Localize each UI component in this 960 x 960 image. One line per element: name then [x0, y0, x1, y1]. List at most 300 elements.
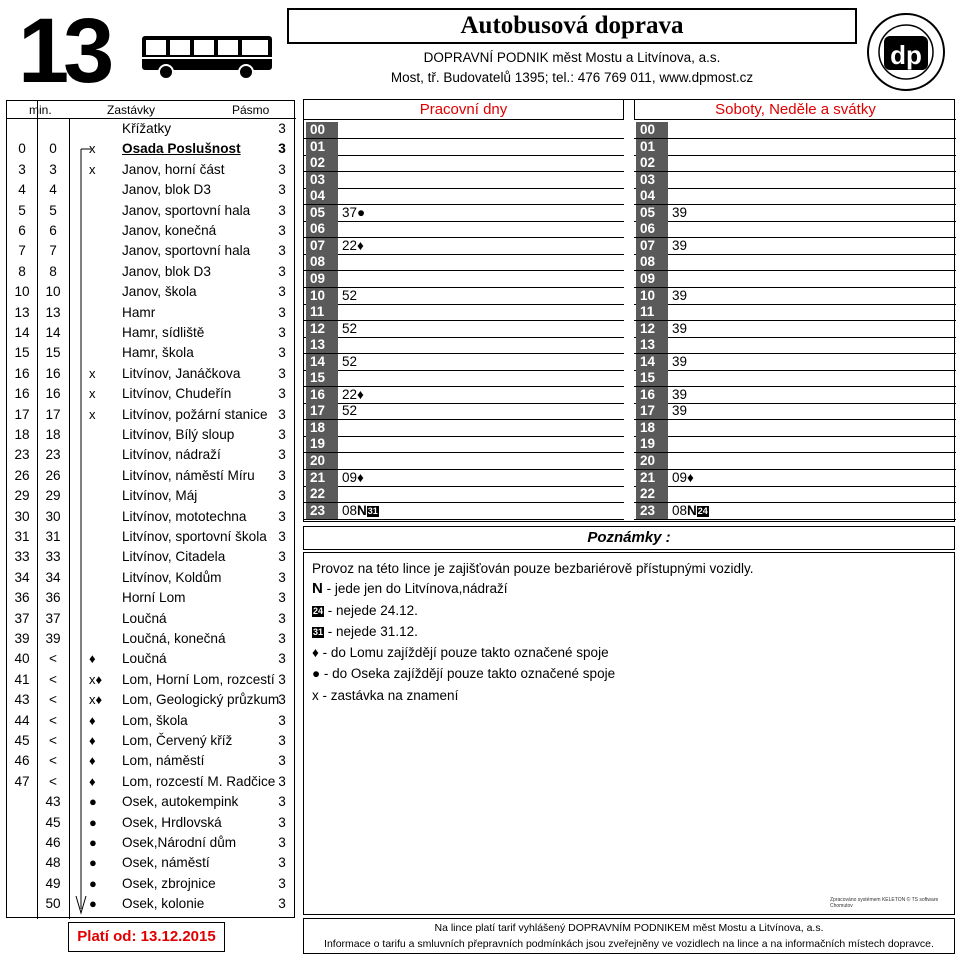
- minute-workdays: 7: [18, 243, 26, 259]
- stop-name: Litvínov, nádraží: [122, 447, 221, 463]
- notes-panel: [303, 552, 955, 915]
- stops-column-header: Zastávky: [107, 103, 156, 117]
- minute-alt: 10: [45, 284, 61, 300]
- validity-date: Platí od: 13.12.2015: [68, 922, 225, 952]
- stop-marker: ♦: [89, 651, 96, 667]
- workdays-departures: 22♦: [342, 237, 364, 253]
- weekend-header: Soboty, Neděle a svátky: [634, 100, 956, 120]
- stop-zone: 3: [278, 202, 286, 218]
- stop-name: Hamr: [122, 304, 156, 320]
- stop-zone: 3: [278, 814, 286, 830]
- stop-name: Litvínov, Koldům: [122, 569, 222, 585]
- hour-cell: 13: [636, 337, 668, 353]
- minute-workdays: 31: [14, 529, 30, 544]
- stop-name: Janov, blok D3: [122, 182, 211, 198]
- stops-panel: [6, 100, 295, 918]
- stop-row: [7, 670, 296, 690]
- stop-zone: 3: [278, 549, 286, 565]
- hour-cell: 04: [306, 188, 338, 204]
- stop-marker: ●: [89, 814, 97, 830]
- stop-name: Horní Lom: [122, 590, 186, 606]
- stop-zone: 3: [278, 610, 286, 626]
- stop-row: [7, 629, 296, 649]
- stop-name: Janov, škola: [122, 284, 197, 300]
- stop-marker: ♦: [89, 733, 96, 748]
- stop-row: [7, 813, 296, 833]
- stop-zone: 3: [278, 121, 286, 136]
- hour-cell: 22: [306, 486, 338, 502]
- stop-name: Litvínov, Bílý sloup: [122, 427, 235, 442]
- n-symbol: N: [312, 580, 323, 597]
- stop-name: Lom, Geologický průzkum: [122, 692, 280, 708]
- minute-alt: 43: [45, 794, 61, 810]
- stop-zone: 3: [278, 671, 286, 687]
- stop-row: [7, 894, 296, 914]
- stop-zone: 3: [278, 325, 286, 340]
- hour-cell: 19: [636, 436, 668, 452]
- stop-row: [7, 303, 296, 323]
- workdays-departures: 52: [342, 287, 358, 303]
- stop-row: [7, 119, 296, 139]
- stop-row: [7, 486, 296, 506]
- stop-row: [7, 547, 296, 567]
- minute-alt: 45: [45, 814, 61, 830]
- stop-name: Janov, konečná: [122, 223, 217, 238]
- stop-marker: ♦: [89, 773, 96, 789]
- minute-alt: 50: [45, 896, 61, 912]
- stop-row: [7, 833, 296, 853]
- workdays-departures: 08N31: [342, 502, 378, 518]
- stop-row: [7, 792, 296, 812]
- route-number: 13: [18, 0, 109, 102]
- footer: [303, 918, 955, 954]
- stop-row: [7, 751, 296, 771]
- footer-tariff-line: Na lince platí tarif vyhlášený DOPRAVNÍM PODNIKEM měst Mostu a Litvínova, a.s.: [434, 922, 824, 934]
- stop-zone: 3: [278, 284, 286, 300]
- minute-alt: <: [49, 773, 57, 789]
- hour-cell: 08: [306, 254, 338, 270]
- stop-row: [7, 180, 296, 200]
- page-title: Autobusová doprava: [287, 8, 857, 44]
- stop-row: [7, 874, 296, 894]
- stop-marker: x: [89, 365, 96, 381]
- workdays-departures: 52: [342, 353, 358, 369]
- minute-workdays: 33: [14, 549, 30, 565]
- stop-name: Loučná, konečná: [122, 631, 226, 646]
- minute-workdays: 43: [14, 692, 30, 708]
- minute-workdays: 17: [14, 406, 30, 422]
- minute-workdays: 5: [18, 202, 26, 218]
- stop-zone: 3: [278, 427, 286, 442]
- stop-zone: 3: [278, 896, 286, 912]
- stop-name: Janov, horní část: [122, 161, 225, 177]
- stop-row: [7, 343, 296, 363]
- stop-row: [7, 445, 296, 465]
- hour-cell: 23: [636, 503, 668, 519]
- hour-cell: 05: [306, 205, 338, 221]
- stops-header: [7, 101, 296, 119]
- note-text: - jede jen do Litvínova,nádraží: [322, 581, 508, 596]
- stop-marker: ●: [89, 835, 97, 850]
- minute-alt: 29: [45, 488, 61, 504]
- stop-marker: ●: [89, 794, 97, 810]
- hour-cell: 03: [636, 172, 668, 188]
- stop-name: Janov, sportovní hala: [122, 243, 251, 259]
- hour-cell: 11: [306, 304, 338, 320]
- weekend-departures: 39: [672, 403, 688, 419]
- minute-workdays: 23: [14, 447, 30, 463]
- workdays-departures: 09♦: [342, 469, 364, 485]
- stop-name: Osek,Národní dům: [122, 835, 237, 850]
- stop-name: Loučná: [122, 651, 167, 667]
- minute-workdays: 34: [14, 569, 30, 585]
- stop-zone: 3: [278, 773, 286, 789]
- stop-zone: 3: [278, 875, 286, 891]
- minute-workdays: 36: [14, 590, 30, 606]
- minute-alt: 18: [45, 427, 61, 442]
- logo-letters: dp: [890, 40, 922, 70]
- hour-cell: 03: [306, 172, 338, 188]
- stop-zone: 3: [278, 835, 286, 850]
- stop-zone: 3: [278, 223, 286, 238]
- stop-zone: 3: [278, 692, 286, 708]
- stop-marker: x: [89, 406, 96, 422]
- stop-name: Osek, kolonie: [122, 896, 205, 912]
- minute-alt: 49: [45, 875, 61, 891]
- hour-cell: 12: [306, 321, 338, 337]
- minute-alt: 8: [49, 263, 57, 279]
- hour-cell: 00: [636, 122, 668, 138]
- stop-zone: 3: [278, 508, 286, 524]
- minute-alt: 6: [49, 223, 57, 238]
- stop-marker: ♦: [89, 712, 96, 728]
- minute-workdays: 45: [14, 733, 30, 748]
- minute-alt: <: [49, 692, 57, 708]
- stop-name: Litvínov, náměstí Míru: [122, 467, 255, 483]
- stop-zone: 3: [278, 447, 286, 463]
- stop-marker: ●: [89, 875, 97, 891]
- hour-cell: 22: [636, 486, 668, 502]
- minute-workdays: 18: [14, 427, 30, 442]
- weekend-departures: 39: [672, 204, 688, 220]
- stop-row: [7, 364, 296, 384]
- stop-zone: 3: [278, 243, 286, 259]
- minute-alt: <: [49, 671, 57, 687]
- stop-row: [7, 568, 296, 588]
- minute-alt: 30: [45, 508, 61, 524]
- minute-workdays: 13: [14, 304, 30, 320]
- notes-title: Poznámky :: [303, 526, 955, 550]
- stop-row: [7, 609, 296, 629]
- minute-workdays: 16: [14, 365, 30, 381]
- minute-alt: 17: [45, 406, 61, 422]
- company-address: Most, tř. Budovatelů 1395; tel.: 476 769 011, www.dpmost.cz: [390, 70, 754, 85]
- stop-name: Loučná: [122, 610, 167, 626]
- minute-workdays: 39: [14, 631, 30, 646]
- hour-cell: 20: [636, 453, 668, 469]
- weekend-departures: 39: [672, 237, 688, 253]
- stop-name: Litvínov, Janáčkova: [122, 365, 241, 381]
- stop-row: [7, 772, 296, 792]
- weekend-departures: 39: [672, 320, 688, 336]
- stop-name: Osada Poslušnost: [122, 141, 241, 157]
- stop-name: Osek, náměstí: [122, 855, 210, 871]
- minute-alt: 37: [45, 610, 61, 626]
- stop-name: Hamr, sídliště: [122, 325, 205, 340]
- stop-marker: x♦: [89, 692, 103, 708]
- minute-workdays: 15: [14, 345, 30, 361]
- stop-row: [7, 588, 296, 608]
- stop-marker: x: [89, 386, 96, 402]
- minute-alt: <: [49, 712, 57, 728]
- minute-alt: 3: [49, 161, 57, 177]
- weekend-departures: 39: [672, 287, 688, 303]
- hour-cell: 21: [636, 470, 668, 486]
- hour-cell: 17: [306, 403, 338, 419]
- note-item: [312, 603, 418, 618]
- minute-workdays: 40: [14, 651, 30, 667]
- minute-alt: <: [49, 733, 57, 748]
- minute-alt: 14: [45, 325, 61, 340]
- stop-row: [7, 160, 296, 180]
- stop-name: Litvínov, Máj: [122, 488, 198, 504]
- stop-name: Janov, blok D3: [122, 263, 211, 279]
- minute-workdays: 46: [14, 753, 30, 769]
- stop-name: Křížatky: [122, 121, 172, 136]
- stop-name: Janov, sportovní hala: [122, 202, 251, 218]
- hour-cell: 15: [636, 370, 668, 386]
- stop-name: Litvínov, sportovní škola: [122, 529, 267, 544]
- minute-workdays: 3: [18, 161, 26, 177]
- hour-cell: 17: [636, 403, 668, 419]
- stop-name: Lom, Horní Lom, rozcestí: [122, 671, 275, 687]
- stop-name: Osek, autokempink: [122, 794, 239, 810]
- stop-row: [7, 466, 296, 486]
- minute-workdays: 41: [14, 671, 30, 687]
- timetable-panel: [303, 99, 955, 522]
- workdays-header: Pracovní dny: [304, 100, 624, 120]
- minute-workdays: 10: [14, 284, 30, 300]
- hour-cell: 12: [636, 321, 668, 337]
- hour-cell: 07: [306, 238, 338, 254]
- stop-row: [7, 323, 296, 343]
- minute-workdays: 29: [14, 488, 30, 504]
- workdays-departures: 52: [342, 320, 358, 336]
- hour-cell: 01: [306, 139, 338, 155]
- minute-alt: 16: [45, 386, 61, 402]
- stop-row: [7, 731, 296, 751]
- stop-zone: 3: [278, 141, 286, 157]
- hour-cell: 02: [636, 155, 668, 171]
- minute-workdays: 16: [14, 386, 30, 402]
- note-text: - nejede 24.12.: [324, 603, 418, 618]
- minute-workdays: 6: [18, 223, 26, 238]
- note-item: Provoz na této lince je zajišťován pouze bezbariérově přístupnými vozidly.: [312, 561, 754, 576]
- stop-row: [7, 241, 296, 261]
- stop-row: [7, 690, 296, 710]
- stop-marker: x: [89, 141, 96, 157]
- minute-alt: 0: [49, 141, 57, 157]
- workdays-departures: 22♦: [342, 386, 364, 402]
- hour-cell: 16: [306, 387, 338, 403]
- hour-cell: 06: [306, 221, 338, 237]
- bus-icon: [140, 30, 275, 80]
- stop-name: Osek, Hrdlovská: [122, 814, 222, 830]
- workdays-departures: 52: [342, 403, 358, 419]
- minute-alt: 36: [45, 590, 61, 606]
- minute-alt: 46: [45, 835, 61, 850]
- minute-alt: 31: [45, 529, 61, 544]
- weekend-departures: 39: [672, 386, 688, 402]
- minute-alt: 16: [45, 365, 61, 381]
- stop-zone: 3: [278, 263, 286, 279]
- stop-marker: x: [89, 161, 96, 177]
- hour-cell: 23: [306, 503, 338, 519]
- hour-cell: 09: [306, 271, 338, 287]
- software-note: Zpracováno systémem KELETON © TS software Chomutov: [830, 897, 939, 909]
- hour-cell: 18: [306, 420, 338, 436]
- stop-zone: 3: [278, 406, 286, 422]
- stop-row: [7, 405, 296, 425]
- stop-row: [7, 139, 296, 159]
- minute-workdays: 14: [14, 325, 30, 340]
- hour-cell: 01: [636, 139, 668, 155]
- stop-marker: ●: [89, 855, 97, 871]
- minute-alt: 34: [45, 569, 61, 585]
- hour-cell: 20: [306, 453, 338, 469]
- minute-alt: 13: [45, 304, 61, 320]
- 24-symbol: 24: [313, 606, 324, 616]
- stop-marker: x♦: [89, 671, 103, 687]
- stop-name: Lom, Červený kříž: [122, 733, 233, 748]
- hour-cell: 06: [636, 221, 668, 237]
- minute-workdays: 44: [14, 712, 30, 728]
- minute-workdays: 26: [14, 467, 30, 483]
- hour-cell: 04: [636, 188, 668, 204]
- minute-alt: 26: [45, 467, 61, 483]
- stop-zone: 3: [278, 529, 286, 544]
- stop-name: Osek, zbrojnice: [122, 875, 216, 891]
- minute-alt: 23: [45, 447, 61, 463]
- stop-row: [7, 527, 296, 547]
- hour-cell: 21: [306, 470, 338, 486]
- hour-cell: 18: [636, 420, 668, 436]
- hour-cell: 16: [636, 387, 668, 403]
- minute-alt: <: [49, 753, 57, 769]
- minute-workdays: 0: [18, 141, 26, 157]
- stop-zone: 3: [278, 569, 286, 585]
- hour-cell: 07: [636, 238, 668, 254]
- stop-row: [7, 853, 296, 873]
- workdays-departures: 37●: [342, 204, 366, 220]
- stop-zone: 3: [278, 345, 286, 361]
- stop-name: Litvínov, Chudeřín: [122, 386, 232, 402]
- stop-name: Litvínov, požární stanice: [122, 406, 268, 422]
- stop-row: [7, 507, 296, 527]
- hour-cell: 14: [636, 354, 668, 370]
- note-item: x - zastávka na znamení: [312, 688, 459, 703]
- stop-row: [7, 262, 296, 282]
- weekend-departures: 08N24: [672, 502, 708, 518]
- stop-zone: 3: [278, 794, 286, 810]
- weekend-departures: 09♦: [672, 469, 694, 485]
- stop-row: [7, 282, 296, 302]
- stop-name: Lom, rozcestí M. Radčice: [122, 773, 276, 789]
- minute-workdays: 4: [18, 182, 26, 198]
- hour-cell: 11: [636, 304, 668, 320]
- stop-zone: 3: [278, 161, 286, 177]
- stop-name: Lom, náměstí: [122, 753, 205, 769]
- stop-zone: 3: [278, 467, 286, 483]
- stop-row: [7, 384, 296, 404]
- min-header: min.: [29, 103, 52, 117]
- stop-zone: 3: [278, 631, 286, 646]
- hour-cell: 15: [306, 370, 338, 386]
- stop-row: [7, 649, 296, 669]
- stop-row: [7, 711, 296, 731]
- stop-name: Litvínov, Citadela: [122, 549, 226, 565]
- minute-alt: 4: [49, 182, 57, 198]
- stop-name: Lom, škola: [122, 712, 188, 728]
- stop-row: [7, 425, 296, 445]
- stop-zone: 3: [278, 304, 286, 320]
- minute-alt: 33: [45, 549, 61, 565]
- weekend-departures: 39: [672, 353, 688, 369]
- hour-cell: 08: [636, 254, 668, 270]
- stop-zone: 3: [278, 386, 286, 402]
- note-item: [312, 580, 507, 597]
- stop-marker: ♦: [89, 753, 96, 769]
- hour-cell: 13: [306, 337, 338, 353]
- hour-cell: 02: [306, 155, 338, 171]
- hour-cell: 05: [636, 205, 668, 221]
- 31-symbol: 31: [313, 627, 324, 637]
- hour-cell: 14: [306, 354, 338, 370]
- company-logo: [866, 12, 946, 92]
- hour-cell: 19: [306, 436, 338, 452]
- stop-row: [7, 221, 296, 241]
- hour-cell: 10: [306, 288, 338, 304]
- stop-zone: 3: [278, 651, 286, 667]
- stop-zone: 3: [278, 488, 286, 504]
- note-text: - nejede 31.12.: [324, 624, 418, 639]
- minute-alt: 5: [49, 202, 57, 218]
- hour-cell: 00: [306, 122, 338, 138]
- minute-workdays: 47: [14, 773, 30, 789]
- note-item: ♦ - do Lomu zajíždějí pouze takto označené spoje: [312, 645, 609, 660]
- zone-column-header: Pásmo: [232, 103, 270, 117]
- minute-workdays: 37: [14, 610, 30, 626]
- hour-cell: 09: [636, 271, 668, 287]
- note-item: ● - do Oseka zajíždějí pouze takto označené spoje: [312, 666, 616, 681]
- minute-alt: <: [49, 651, 57, 667]
- minute-alt: 15: [45, 345, 61, 361]
- company-name: DOPRAVNÍ PODNIK měst Mostu a Litvínova, a.s.: [423, 50, 721, 65]
- stop-zone: 3: [278, 182, 286, 198]
- stop-name: Litvínov, mototechna: [122, 508, 247, 524]
- note-item: [312, 624, 418, 639]
- hour-cell: 10: [636, 288, 668, 304]
- footer-info-line: Informace o tarifu a smluvních přepravních podmínkách jsou zveřejněny ve vozidlech na lince a na informačních místech dopravce.: [324, 938, 934, 950]
- minute-alt: 7: [49, 243, 57, 259]
- stop-zone: 3: [278, 753, 286, 769]
- minute-workdays: 30: [14, 508, 30, 524]
- stop-zone: 3: [278, 733, 286, 748]
- minute-workdays: 8: [18, 263, 26, 279]
- minute-alt: 39: [45, 631, 61, 646]
- stop-marker: ●: [89, 896, 97, 912]
- minute-alt: 48: [45, 855, 61, 871]
